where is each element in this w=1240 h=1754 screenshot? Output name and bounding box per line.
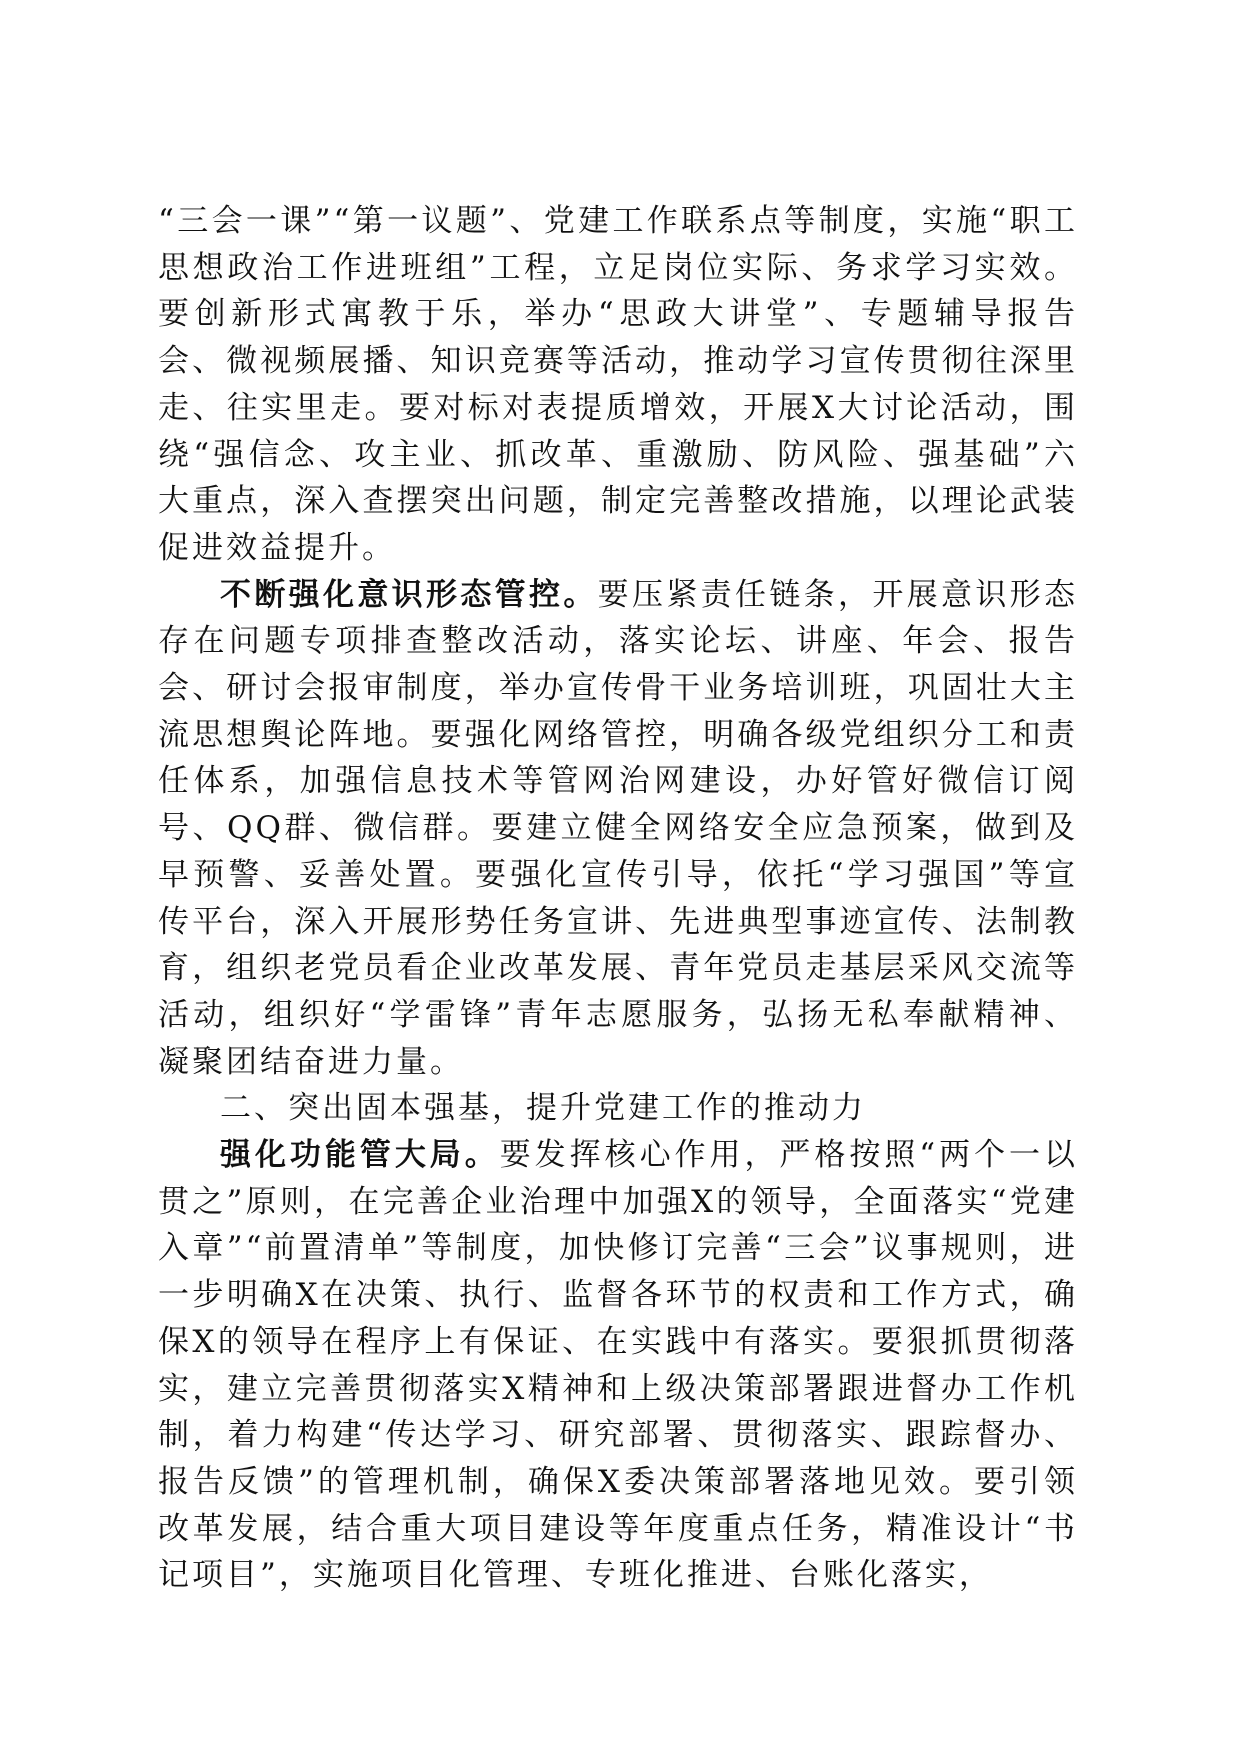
section-heading-text: 二、突出固本强基，提升党建工作的推动力 [220,1090,866,1127]
paragraph-2-lead-heading: 不断强化意识形态管控。 [220,576,598,613]
paragraph-3-lead-heading: 强化功能管大局。 [220,1137,500,1174]
paragraph-1-text: “三会一课”“第一议题”、党建工作联系点等制度，实施“职工思想政治工作进班组”工程，立足岗位实际、务求学习实效。要创新形式寓教于乐，举办“思政大讲堂”、专题辅导报告会、微视频展播、知识竞赛等活动，推动学习宣传贯彻往深里走、往实里走。要对标对表提质增效，开展X大讨论活动，围绕“强信念、攻主业、抓改革、重激励、防风险、强基础”六大重点，深入查摆突出问题，制定完善整改措施，以理论武装促进效益提升。 [158,203,1078,566]
body-paragraph-2 [158,572,1078,1086]
paragraph-2-text: 要压紧责任链条，开展意识形态存在问题专项排查整改活动，落实论坛、讲座、年会、报告会、研讨会报审制度，举办宣传骨干业务培训班，巩固壮大主流思想舆论阵地。要强化网络管控，明确各级党组织分工和责任体系，加强信息技术等管网治网建设，办好管好微信订阅号、QQ群、微信群。要建立健全网络安全应急预案，做到及早预警、妥善处置。要强化宣传引导，依托“学习强国”等宣传平台，深入开展形势任务宣讲、先进典型事迹宣传、法制教育，组织老党员看企业改革发展、青年党员走基层采风交流等活动，组织好“学雷锋”青年志愿服务，弘扬无私奉献精神、凝聚团结奋进力量。 [158,576,1079,1080]
paragraph-3-text: 要发挥核心作用，严格按照“两个一以贯之”原则，在完善企业治理中加强X的领导，全面落实“党建入章”“前置清单”等制度，加快修订完善“三会”议事规则，进一步明确X在决策、执行、监督各环节的权责和工作方式，确保X的领导在程序上有保证、在实践中有落实。要狠抓贯彻落实，建立完善贯彻落实X精神和上级决策部署跟进督办工作机制，着力构建“传达学习、研究部署、贯彻落实、跟踪督办、报告反馈”的管理机制，确保X委决策部署落地见效。要引领改革发展，结合重大项目建设等年度重点任务，精准设计“书记项目”，实施项目化管理、专班化推进、台账化落实， [158,1137,1078,1594]
body-paragraph-1 [158,198,1078,572]
body-paragraph-3 [158,1132,1078,1599]
document-page [158,198,1078,1599]
section-heading [158,1085,1078,1132]
